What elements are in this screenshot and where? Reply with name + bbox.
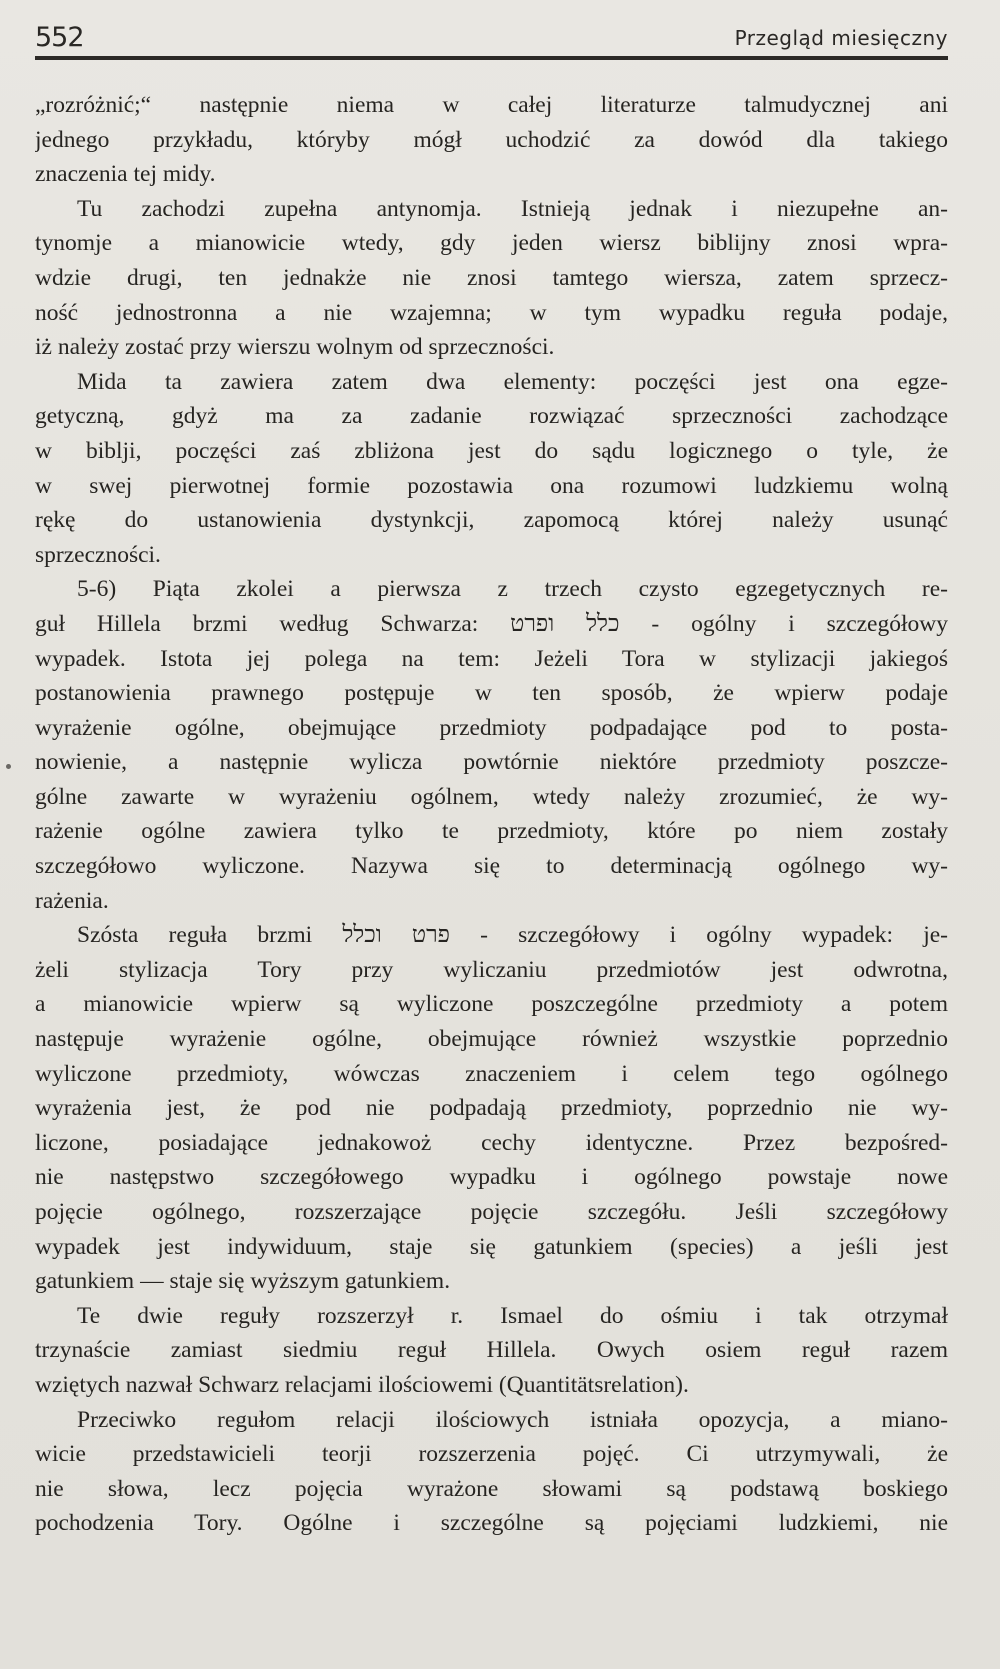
- text-line: znaczenia tej midy.: [35, 161, 216, 188]
- text-line: nowienie, a następnie wylicza powtórnie niektóre przedmioty poszcze-: [35, 749, 948, 776]
- text-line: liczone, posiadające jednakowoż cechy identyczne. Przez bezpośred-: [35, 1129, 948, 1156]
- text-line: rażenie ogólne zawiera tylko te przedmioty, które po niem zostały: [35, 818, 948, 845]
- text-line: sprzeczności.: [35, 541, 161, 568]
- text-line-hebrew: Szósta reguła brzmi פרט וכלל - szczegółowy i ogólny wypadek: je-: [77, 922, 948, 949]
- text-line: getyczną, gdyż ma za zadanie rozwiązać sprzeczności zachodzące: [35, 403, 948, 430]
- header-rule: [35, 56, 948, 60]
- text-line: Mida ta zawiera zatem dwa elementy: poczęści jest ona egze-: [77, 368, 948, 395]
- text-line: Te dwie reguły rozszerzył r. Ismael do ośmiu i tak otrzymał: [77, 1302, 948, 1329]
- text-line: wypadek. Istota jej polega na tem: Jeżeli Tora w stylizacji jakiegoś: [35, 645, 948, 672]
- text-line: jednego przykładu, któryby mógł uchodzić za dowód dla takiego: [35, 126, 948, 153]
- text-line: w biblji, poczęści zaś zbliżona jest do sądu logicznego o tyle, że: [35, 437, 948, 464]
- text-line: pochodzenia Tory. Ogólne i szczególne są pojęciami ludzkiemi, nie: [35, 1510, 948, 1537]
- text-line: rękę do ustanowienia dystynkcji, zapomocą której należy usunąć: [35, 507, 948, 534]
- text-line: Tu zachodzi zupełna antynomja. Istnieją jednak i niezupełne an-: [77, 195, 948, 222]
- text-line: szczegółowo wyliczone. Nazywa się to determinacją ogólnego wy-: [35, 853, 948, 880]
- text-line-hebrew: guł Hillela brzmi według Schwarza: כלל ופרט - ogólny i szczegółowy: [35, 610, 948, 637]
- text-line: trzynaście zamiast siedmiu reguł Hillela. Owych osiem reguł razem: [35, 1337, 948, 1364]
- text-line: wicie przedstawicieli teorji rozszerzenia pojęć. Ci utrzymywali, że: [35, 1441, 948, 1468]
- text-line: Przeciwko regułom relacji ilościowych istniała opozycja, a miano-: [77, 1406, 948, 1433]
- text-line: w swej pierwotnej formie pozostawia ona rozumowi ludzkiemu wolną: [35, 472, 948, 499]
- text-line: gatunkiem — staje się wyższym gatunkiem.: [35, 1268, 451, 1295]
- page-number: 552: [35, 22, 84, 53]
- text-line: 5-6) Piąta zkolei a pierwsza z trzech czysto egzegetycznych re-: [77, 576, 948, 603]
- text-line: rażenia.: [35, 887, 109, 914]
- page-header: [35, 20, 948, 60]
- text-line: następuje wyrażenie ogólne, obejmujące również wszystkie poprzednio: [35, 1026, 948, 1053]
- text-line: wyliczone przedmioty, wówczas znaczeniem i celem tego ogólnego: [35, 1060, 948, 1087]
- text-line: tynomje a mianowicie wtedy, gdy jeden wiersz biblijny znosi wpra-: [35, 230, 948, 257]
- text-line: wyrażenia jest, że pod nie podpadają przedmioty, poprzednio nie wy-: [35, 1095, 948, 1122]
- text-line: wypadek jest indywiduum, staje się gatunkiem (species) a jeśli jest: [35, 1233, 948, 1260]
- text-line: nie następstwo szczegółowego wypadku i ogólnego powstaje nowe: [35, 1164, 948, 1191]
- text-line: żeli stylizacja Tory przy wyliczaniu przedmiotów jest odwrotna,: [35, 956, 948, 983]
- text-line: pojęcie ogólnego, rozszerzające pojęcie szczegółu. Jeśli szczegółowy: [35, 1199, 948, 1225]
- text-line: iż należy zostać przy wierszu wolnym od sprzeczności.: [35, 334, 555, 361]
- text-line: postanowienia prawnego postępuje w ten sposób, że wpierw podaje: [35, 680, 948, 707]
- text-line: ność jednostronna a nie wzajemna; w tym wypadku reguła podaje,: [35, 299, 948, 326]
- text-line: gólne zawarte w wyrażeniu ogólnem, wtedy należy zrozumieć, że wy-: [35, 783, 948, 810]
- margin-mark: [6, 764, 11, 769]
- text-line: wziętych nazwał Schwarz relacjami ilościowemi (Quantitätsrelation).: [35, 1371, 689, 1398]
- text-line: wdzie drugi, ten jednakże nie znosi tamtego wiersza, zatem sprzecz-: [35, 264, 948, 291]
- running-title: Przegląd miesięczny: [734, 26, 948, 50]
- body-text: [35, 88, 948, 1541]
- text-line: a mianowicie wpierw są wyliczone poszczególne przedmioty a potem: [35, 991, 948, 1018]
- text-line: „rozróżnić;“ następnie niema w całej literaturze talmudycznej ani: [35, 92, 948, 118]
- text-line: wyrażenie ogólne, obejmujące przedmioty podpadające pod to posta-: [35, 714, 948, 741]
- text-line: nie słowa, lecz pojęcia wyrażone słowami są podstawą boskiego: [35, 1475, 948, 1502]
